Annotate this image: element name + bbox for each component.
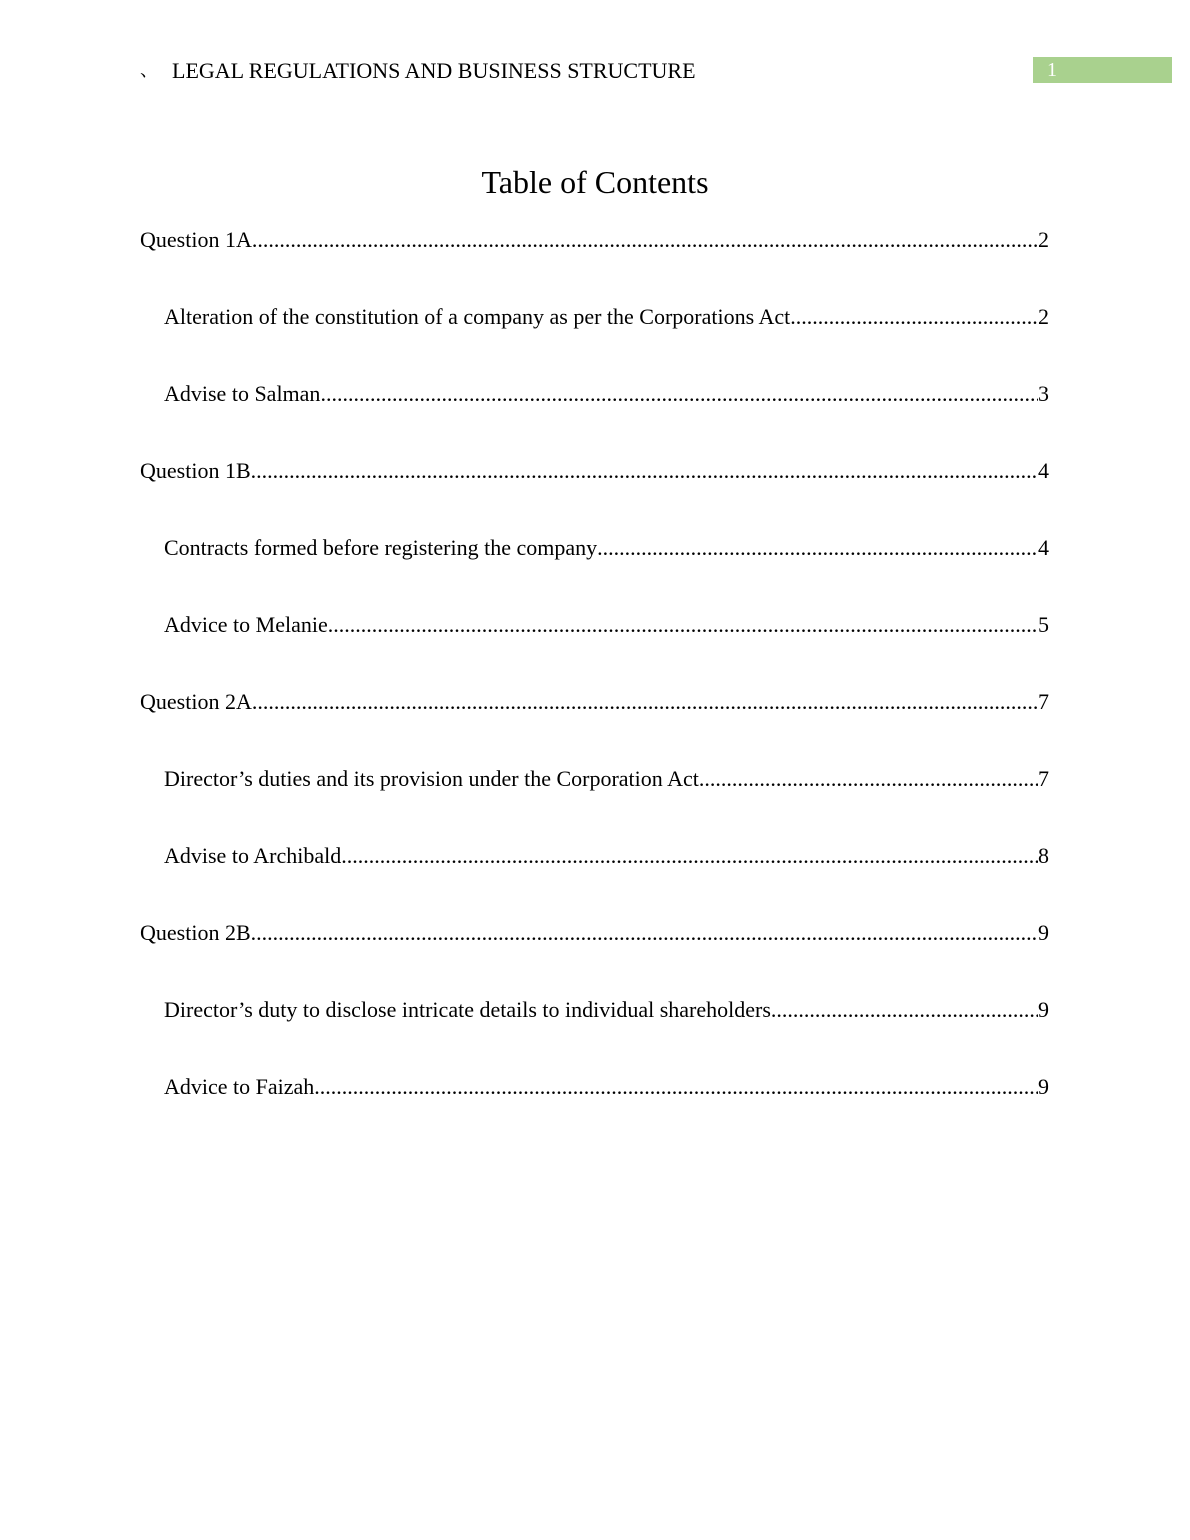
- toc-dot-leader: [341, 841, 1038, 871]
- toc-dot-leader: [328, 610, 1038, 640]
- toc-entry-label: Director’s duty to disclose intricate details to individual shareholders: [164, 997, 771, 1022]
- toc-entry-label: Director’s duties and its provision under the Corporation Act: [164, 766, 699, 791]
- toc-entry[interactable]: [164, 379, 1049, 409]
- toc-entry-label: Question 2A: [140, 689, 252, 714]
- toc-entry-page: 5: [1038, 612, 1049, 637]
- toc-entry-page: 4: [1038, 458, 1049, 483]
- toc-entry-label: Advice to Faizah: [164, 1074, 315, 1099]
- toc-entry-label: Advise to Archibald: [164, 843, 342, 868]
- toc-entry[interactable]: [164, 302, 1049, 332]
- toc-entry[interactable]: [164, 610, 1049, 640]
- toc-entry-label: Question 1A: [140, 227, 252, 252]
- toc-title: Table of Contents: [481, 164, 709, 200]
- toc-dot-leader: [252, 225, 1038, 255]
- toc-entry[interactable]: [140, 687, 1049, 717]
- toc-entry-page: 2: [1038, 304, 1049, 329]
- toc-dot-leader: [771, 995, 1038, 1025]
- toc-entry-page: 2: [1038, 227, 1049, 252]
- toc-entry-page: 8: [1038, 843, 1049, 868]
- toc-entry-page: 7: [1038, 766, 1049, 791]
- toc-entry[interactable]: [164, 995, 1049, 1025]
- header-mark: 、: [140, 60, 158, 80]
- toc-entry-page: 3: [1038, 381, 1049, 406]
- toc-dot-leader: [790, 302, 1038, 332]
- toc-entry-label: Question 2B: [140, 920, 251, 945]
- toc-entry[interactable]: [164, 1072, 1049, 1102]
- toc-entry-label: Contracts formed before registering the company: [164, 535, 598, 560]
- toc-dot-leader: [252, 687, 1038, 717]
- toc-dot-leader: [251, 918, 1038, 948]
- toc-dot-leader: [597, 533, 1038, 563]
- toc-dot-leader: [320, 379, 1038, 409]
- toc-entry-page: 9: [1038, 997, 1049, 1022]
- toc-entry[interactable]: [140, 918, 1049, 948]
- toc-dot-leader: [699, 764, 1038, 794]
- page-header: [0, 0, 1190, 100]
- toc-entry[interactable]: [164, 533, 1049, 563]
- toc-entry-page: 7: [1038, 689, 1049, 714]
- running-head-title: LEGAL REGULATIONS AND BUSINESS STRUCTURE: [172, 58, 696, 83]
- toc-entry-label: Question 1B: [140, 458, 251, 483]
- page-number-box: [1033, 57, 1172, 83]
- toc-entry[interactable]: [140, 456, 1049, 486]
- toc-entry-label: Advice to Melanie: [164, 612, 328, 637]
- toc-entry-page: 4: [1038, 535, 1049, 560]
- page-number: 1: [1047, 59, 1057, 81]
- toc-entry[interactable]: [164, 764, 1049, 794]
- toc-entry-label: Advise to Salman: [164, 381, 321, 406]
- toc-dot-leader: [251, 456, 1038, 486]
- toc-entry-page: 9: [1038, 920, 1049, 945]
- toc-entry[interactable]: [164, 841, 1049, 871]
- toc-dot-leader: [314, 1072, 1038, 1102]
- toc-entry-page: 9: [1038, 1074, 1049, 1099]
- toc-entry-label: Alteration of the constitution of a company as per the Corporations Act: [164, 304, 791, 329]
- toc-entry[interactable]: [140, 225, 1049, 255]
